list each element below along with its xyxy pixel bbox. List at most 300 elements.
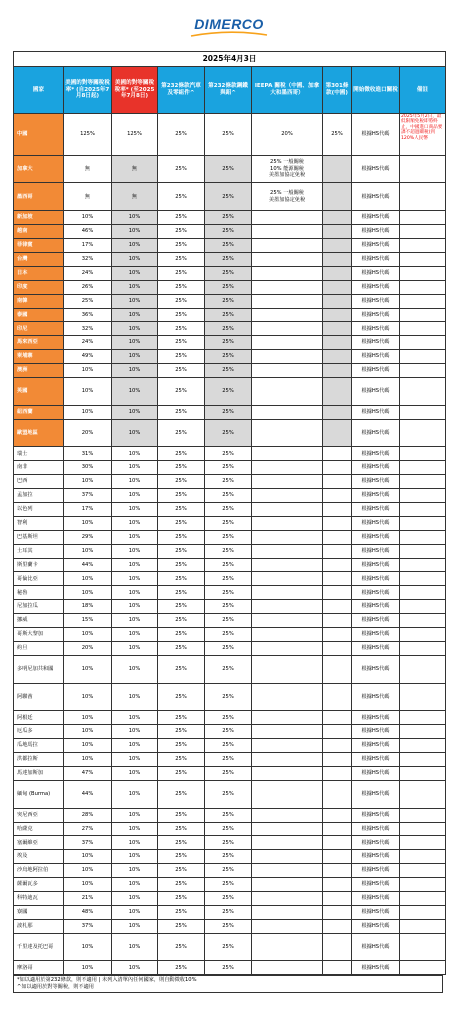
table-row	[14, 905, 446, 919]
s232-auto-cell: 25%	[158, 586, 205, 600]
header-s232-steel: 第232條款鋼鐵與鋁^	[205, 67, 252, 114]
s232-steel-cell: 25%	[205, 266, 252, 280]
table-row	[14, 766, 446, 780]
base-cell: 根據HS代碼	[352, 294, 400, 308]
header-remark: 備註	[400, 67, 446, 114]
base-cell: 根據HS代碼	[352, 308, 400, 322]
s232-auto-cell: 25%	[158, 780, 205, 808]
reciprocal-b-cell: 10%	[112, 725, 158, 739]
s232-steel-cell: 25%	[205, 641, 252, 655]
remark-cell	[400, 155, 446, 183]
country-cell: 柬埔寨	[14, 350, 64, 364]
base-cell: 根據HS代碼	[352, 364, 400, 378]
ieepa-cell	[252, 280, 323, 294]
base-cell: 根據HS代碼	[352, 252, 400, 266]
remark-cell	[400, 516, 446, 530]
s232-steel-cell: 25%	[205, 850, 252, 864]
s232-auto-cell: 25%	[158, 919, 205, 933]
s232-auto-cell: 25%	[158, 864, 205, 878]
footer-notes	[13, 975, 443, 993]
ieepa-cell	[252, 836, 323, 850]
table-row	[14, 377, 446, 405]
remark-cell	[400, 933, 446, 961]
base-cell: 根據HS代碼	[352, 558, 400, 572]
s232-auto-cell: 25%	[158, 183, 205, 211]
s232-steel-cell: 25%	[205, 864, 252, 878]
reciprocal-b-cell: 10%	[112, 322, 158, 336]
reciprocal-a-cell: 10%	[64, 516, 112, 530]
reciprocal-b-cell: 10%	[112, 753, 158, 767]
s232-auto-cell: 25%	[158, 933, 205, 961]
table-row	[14, 239, 446, 253]
s232-auto-cell: 25%	[158, 377, 205, 405]
s232-steel-cell: 25%	[205, 739, 252, 753]
reciprocal-a-cell: 37%	[64, 919, 112, 933]
reciprocal-a-cell: 無	[64, 155, 112, 183]
table-row	[14, 544, 446, 558]
remark-cell	[400, 711, 446, 725]
s301-cell: 25%	[323, 114, 352, 156]
country-cell: 巴基斯坦	[14, 530, 64, 544]
s301-cell	[323, 558, 352, 572]
s232-steel-cell: 25%	[205, 614, 252, 628]
s232-steel-cell: 25%	[205, 961, 252, 975]
remark-cell	[400, 725, 446, 739]
reciprocal-a-cell: 24%	[64, 266, 112, 280]
tariff-table	[13, 51, 446, 975]
ieepa-cell	[252, 572, 323, 586]
remark-cell	[400, 864, 446, 878]
base-cell: 根據HS代碼	[352, 614, 400, 628]
ieepa-cell	[252, 711, 323, 725]
table-row	[14, 892, 446, 906]
reciprocal-a-cell: 20%	[64, 419, 112, 447]
table-row	[14, 850, 446, 864]
s301-cell	[323, 780, 352, 808]
s301-cell	[323, 364, 352, 378]
reciprocal-a-cell: 10%	[64, 628, 112, 642]
ieepa-cell	[252, 377, 323, 405]
s232-auto-cell: 25%	[158, 516, 205, 530]
s232-steel-cell: 25%	[205, 905, 252, 919]
ieepa-cell	[252, 211, 323, 225]
country-cell: 印尼	[14, 322, 64, 336]
country-cell: 沙烏地阿拉伯	[14, 864, 64, 878]
s301-cell	[323, 308, 352, 322]
reciprocal-a-cell: 46%	[64, 225, 112, 239]
base-cell: 根據HS代碼	[352, 878, 400, 892]
reciprocal-b-cell: 10%	[112, 766, 158, 780]
s232-steel-cell: 25%	[205, 225, 252, 239]
s232-steel-cell: 25%	[205, 586, 252, 600]
ieepa-cell	[252, 961, 323, 975]
s232-auto-cell: 25%	[158, 572, 205, 586]
base-cell: 根據HS代碼	[352, 280, 400, 294]
s232-steel-cell: 25%	[205, 919, 252, 933]
table-row	[14, 655, 446, 683]
reciprocal-a-cell: 47%	[64, 766, 112, 780]
remark-cell	[400, 739, 446, 753]
s301-cell	[323, 586, 352, 600]
reciprocal-a-cell: 29%	[64, 530, 112, 544]
s232-steel-cell: 25%	[205, 530, 252, 544]
remark-cell	[400, 753, 446, 767]
reciprocal-a-cell: 21%	[64, 892, 112, 906]
header-ieepa: IEEPA 關稅（中國、加拿大和墨西哥）	[252, 67, 323, 114]
country-cell: 歐盟地區	[14, 419, 64, 447]
s301-cell	[323, 447, 352, 461]
ieepa-cell	[252, 503, 323, 517]
s232-steel-cell: 25%	[205, 155, 252, 183]
table-row	[14, 558, 446, 572]
ieepa-cell	[252, 725, 323, 739]
s232-steel-cell: 25%	[205, 780, 252, 808]
remark-cell	[400, 628, 446, 642]
country-cell: 墨西哥	[14, 183, 64, 211]
remark-cell	[400, 808, 446, 822]
reciprocal-b-cell: 125%	[112, 114, 158, 156]
s301-cell	[323, 544, 352, 558]
s301-cell	[323, 225, 352, 239]
table-row	[14, 280, 446, 294]
reciprocal-a-cell: 49%	[64, 350, 112, 364]
base-cell: 根據HS代碼	[352, 475, 400, 489]
reciprocal-b-cell: 10%	[112, 572, 158, 586]
table-row	[14, 586, 446, 600]
s301-cell	[323, 892, 352, 906]
table-row	[14, 211, 446, 225]
s232-steel-cell: 25%	[205, 558, 252, 572]
s232-steel-cell: 25%	[205, 114, 252, 156]
ieepa-cell	[252, 350, 323, 364]
table-row	[14, 364, 446, 378]
s232-auto-cell: 25%	[158, 530, 205, 544]
ieepa-cell	[252, 600, 323, 614]
s301-cell	[323, 266, 352, 280]
s301-cell	[323, 905, 352, 919]
base-cell: 根據HS代碼	[352, 336, 400, 350]
s301-cell	[323, 739, 352, 753]
s232-steel-cell: 25%	[205, 892, 252, 906]
country-cell: 馬來西亞	[14, 336, 64, 350]
reciprocal-b-cell: 10%	[112, 239, 158, 253]
remark-cell	[400, 586, 446, 600]
s232-steel-cell: 25%	[205, 655, 252, 683]
s232-auto-cell: 25%	[158, 475, 205, 489]
country-cell: 南非	[14, 461, 64, 475]
country-cell: 波札那	[14, 919, 64, 933]
table-row	[14, 308, 446, 322]
country-cell: 寮國	[14, 905, 64, 919]
country-cell: 澳洲	[14, 364, 64, 378]
base-cell: 根據HS代碼	[352, 822, 400, 836]
table-row	[14, 183, 446, 211]
ieepa-cell	[252, 322, 323, 336]
reciprocal-a-cell: 10%	[64, 961, 112, 975]
table-row	[14, 822, 446, 836]
base-cell: 根據HS代碼	[352, 961, 400, 975]
s232-steel-cell: 25%	[205, 461, 252, 475]
table-row	[14, 419, 446, 447]
s232-auto-cell: 25%	[158, 725, 205, 739]
reciprocal-a-cell: 10%	[64, 405, 112, 419]
s301-cell	[323, 641, 352, 655]
ieepa-cell	[252, 225, 323, 239]
s301-cell	[323, 572, 352, 586]
reciprocal-a-cell: 10%	[64, 544, 112, 558]
s301-cell	[323, 211, 352, 225]
table-row	[14, 600, 446, 614]
base-cell: 根據HS代碼	[352, 892, 400, 906]
s232-auto-cell: 25%	[158, 905, 205, 919]
country-cell: 台灣	[14, 252, 64, 266]
s301-cell	[323, 489, 352, 503]
table-row	[14, 516, 446, 530]
base-cell: 根據HS代碼	[352, 211, 400, 225]
s301-cell	[323, 864, 352, 878]
remark-cell	[400, 350, 446, 364]
table-row	[14, 114, 446, 156]
s232-auto-cell: 25%	[158, 822, 205, 836]
s301-cell	[323, 155, 352, 183]
country-cell: 科特迪瓦	[14, 892, 64, 906]
base-cell: 根據HS代碼	[352, 600, 400, 614]
remark-cell	[400, 780, 446, 808]
country-cell: 多明尼加共和國	[14, 655, 64, 683]
s232-auto-cell: 25%	[158, 239, 205, 253]
remark-cell	[400, 836, 446, 850]
s232-auto-cell: 25%	[158, 419, 205, 447]
header-reciprocal-a: 美國的對等關稅稅率* (自2025年7月8日起)	[64, 67, 112, 114]
base-cell: 根據HS代碼	[352, 461, 400, 475]
ieepa-cell	[252, 308, 323, 322]
s232-auto-cell: 25%	[158, 544, 205, 558]
reciprocal-a-cell: 10%	[64, 933, 112, 961]
table-row	[14, 933, 446, 961]
s232-auto-cell: 25%	[158, 753, 205, 767]
country-cell: 阿聯酋	[14, 683, 64, 711]
s301-cell	[323, 419, 352, 447]
base-cell: 根據HS代碼	[352, 919, 400, 933]
s232-steel-cell: 25%	[205, 336, 252, 350]
table-row	[14, 489, 446, 503]
country-cell: 孟加拉	[14, 489, 64, 503]
s232-auto-cell: 25%	[158, 600, 205, 614]
base-cell: 根據HS代碼	[352, 766, 400, 780]
s232-steel-cell: 25%	[205, 683, 252, 711]
reciprocal-b-cell: 10%	[112, 558, 158, 572]
s301-cell	[323, 405, 352, 419]
s301-cell	[323, 516, 352, 530]
base-cell: 根據HS代碼	[352, 350, 400, 364]
s232-auto-cell: 25%	[158, 461, 205, 475]
reciprocal-b-cell: 10%	[112, 655, 158, 683]
s232-auto-cell: 25%	[158, 280, 205, 294]
table-row	[14, 808, 446, 822]
reciprocal-a-cell: 26%	[64, 280, 112, 294]
header-s301: 第301條款(中國)	[323, 67, 352, 114]
s301-cell	[323, 530, 352, 544]
country-cell: 塞爾維亞	[14, 836, 64, 850]
remark-cell	[400, 572, 446, 586]
s232-steel-cell: 25%	[205, 364, 252, 378]
remark-cell	[400, 322, 446, 336]
reciprocal-a-cell: 10%	[64, 586, 112, 600]
reciprocal-b-cell: 10%	[112, 628, 158, 642]
table-row	[14, 322, 446, 336]
ieepa-cell	[252, 933, 323, 961]
base-cell: 根據HS代碼	[352, 503, 400, 517]
country-cell: 秘魯	[14, 586, 64, 600]
remark-cell	[400, 919, 446, 933]
reciprocal-b-cell: 10%	[112, 364, 158, 378]
table-row	[14, 447, 446, 461]
s232-auto-cell: 25%	[158, 503, 205, 517]
reciprocal-b-cell: 10%	[112, 544, 158, 558]
s301-cell	[323, 919, 352, 933]
table-row	[14, 530, 446, 544]
remark-cell	[400, 961, 446, 975]
s232-auto-cell: 25%	[158, 683, 205, 711]
s232-auto-cell: 25%	[158, 114, 205, 156]
base-cell: 根據HS代碼	[352, 322, 400, 336]
reciprocal-b-cell: 10%	[112, 211, 158, 225]
s232-steel-cell: 25%	[205, 308, 252, 322]
country-cell: 智利	[14, 516, 64, 530]
table-row	[14, 725, 446, 739]
s301-cell	[323, 183, 352, 211]
base-cell: 根據HS代碼	[352, 155, 400, 183]
base-cell: 根據HS代碼	[352, 405, 400, 419]
country-cell: 緬甸 (Burma)	[14, 780, 64, 808]
s232-auto-cell: 25%	[158, 322, 205, 336]
reciprocal-b-cell: 10%	[112, 503, 158, 517]
reciprocal-b-cell: 10%	[112, 919, 158, 933]
ieepa-cell	[252, 753, 323, 767]
reciprocal-b-cell: 10%	[112, 252, 158, 266]
country-cell: 摩洛哥	[14, 961, 64, 975]
s232-steel-cell: 25%	[205, 447, 252, 461]
s232-steel-cell: 25%	[205, 822, 252, 836]
base-cell: 根據HS代碼	[352, 544, 400, 558]
country-cell: 英國	[14, 377, 64, 405]
footer-note-1: *如以適用於第232條款，則不適用 | 未列入清單內任何國家，則自動徵收10%	[17, 977, 197, 983]
reciprocal-b-cell: 10%	[112, 641, 158, 655]
s232-auto-cell: 25%	[158, 878, 205, 892]
country-cell: 洪都拉斯	[14, 753, 64, 767]
ieepa-cell	[252, 336, 323, 350]
ieepa-cell	[252, 739, 323, 753]
s232-steel-cell: 25%	[205, 239, 252, 253]
table-row	[14, 711, 446, 725]
table-row	[14, 753, 446, 767]
reciprocal-a-cell: 10%	[64, 739, 112, 753]
ieepa-cell	[252, 878, 323, 892]
header-s232-auto: 第232條款汽車及零組件^	[158, 67, 205, 114]
ieepa-cell	[252, 475, 323, 489]
country-cell: 埃及	[14, 850, 64, 864]
reciprocal-a-cell: 18%	[64, 600, 112, 614]
reciprocal-a-cell: 10%	[64, 655, 112, 683]
s232-steel-cell: 25%	[205, 516, 252, 530]
ieepa-cell	[252, 239, 323, 253]
table-row	[14, 405, 446, 419]
s232-auto-cell: 25%	[158, 558, 205, 572]
table-row	[14, 780, 446, 808]
table-row	[14, 350, 446, 364]
country-cell: 新加坡	[14, 211, 64, 225]
ieepa-cell	[252, 266, 323, 280]
s301-cell	[323, 961, 352, 975]
s232-auto-cell: 25%	[158, 252, 205, 266]
country-cell: 越南	[14, 225, 64, 239]
s232-auto-cell: 25%	[158, 836, 205, 850]
reciprocal-a-cell: 15%	[64, 614, 112, 628]
remark-cell	[400, 211, 446, 225]
country-cell: 厄瓜多	[14, 725, 64, 739]
s232-steel-cell: 25%	[205, 933, 252, 961]
reciprocal-b-cell: 10%	[112, 739, 158, 753]
reciprocal-b-cell: 10%	[112, 530, 158, 544]
ieepa-cell	[252, 892, 323, 906]
s232-steel-cell: 25%	[205, 419, 252, 447]
reciprocal-a-cell: 27%	[64, 822, 112, 836]
reciprocal-a-cell: 10%	[64, 572, 112, 586]
remark-cell	[400, 475, 446, 489]
country-cell: 薩爾瓦多	[14, 878, 64, 892]
base-cell: 根據HS代碼	[352, 489, 400, 503]
remark-cell	[400, 252, 446, 266]
table-row	[14, 461, 446, 475]
s232-steel-cell: 25%	[205, 600, 252, 614]
s232-auto-cell: 25%	[158, 850, 205, 864]
ieepa-cell	[252, 641, 323, 655]
reciprocal-b-cell: 10%	[112, 878, 158, 892]
reciprocal-a-cell: 10%	[64, 850, 112, 864]
header-base: 開始徵收進口關稅	[352, 67, 400, 114]
reciprocal-a-cell: 36%	[64, 308, 112, 322]
reciprocal-a-cell: 10%	[64, 683, 112, 711]
ieepa-cell	[252, 614, 323, 628]
base-cell: 根據HS代碼	[352, 711, 400, 725]
reciprocal-b-cell: 10%	[112, 475, 158, 489]
s232-steel-cell: 25%	[205, 808, 252, 822]
country-cell: 阿根廷	[14, 711, 64, 725]
s301-cell	[323, 252, 352, 266]
s232-auto-cell: 25%	[158, 405, 205, 419]
reciprocal-a-cell: 10%	[64, 475, 112, 489]
country-cell: 南韓	[14, 294, 64, 308]
country-cell: 馬達加斯加	[14, 766, 64, 780]
base-cell: 根據HS代碼	[352, 377, 400, 405]
ieepa-cell	[252, 683, 323, 711]
remark-cell	[400, 544, 446, 558]
remark-cell	[400, 336, 446, 350]
ieepa-cell	[252, 516, 323, 530]
reciprocal-a-cell: 17%	[64, 503, 112, 517]
remark-cell	[400, 280, 446, 294]
s301-cell	[323, 836, 352, 850]
country-cell: 菲律賓	[14, 239, 64, 253]
country-cell: 瑞士	[14, 447, 64, 461]
ieepa-cell: 20%	[252, 114, 323, 156]
base-cell: 根據HS代碼	[352, 586, 400, 600]
s232-steel-cell: 25%	[205, 725, 252, 739]
base-cell: 根據HS代碼	[352, 114, 400, 156]
base-cell: 根據HS代碼	[352, 780, 400, 808]
reciprocal-b-cell: 10%	[112, 294, 158, 308]
s232-auto-cell: 25%	[158, 766, 205, 780]
